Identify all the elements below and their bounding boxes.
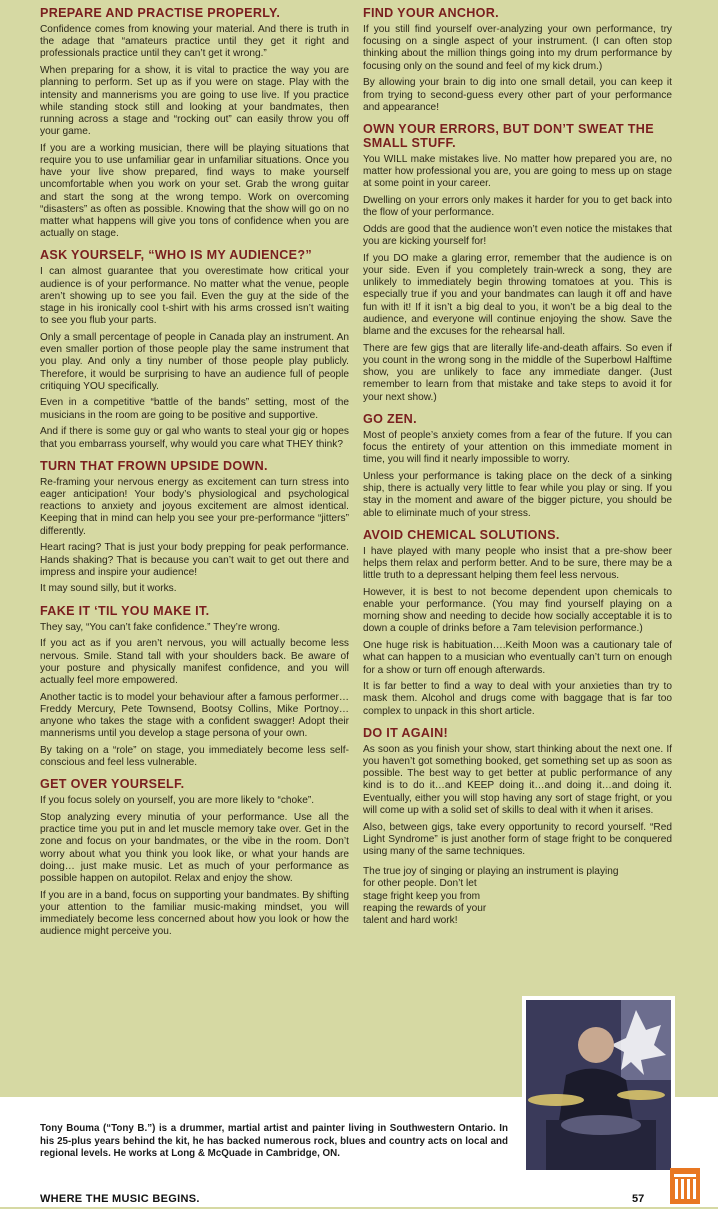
right-column [363, 6, 672, 927]
body-paragraph: When preparing for a show, it is vital to practice the way you are planning to perform. Set up as if you were on stage. Play with the intensity and mannerisms you are going to use live. If you practice while standing stock still and looking at your bandmates, then running across a stage and “rocking out” can easily throw you off your game. [40, 65, 349, 138]
body-paragraph: Heart racing? That is just your body prepping for peak performance. Hands shaking? That is because you can’t wait to get out there and impress and inspire your audience! [40, 542, 349, 578]
section-heading: FIND YOUR ANCHOR. [363, 6, 499, 20]
body-paragraph: Another tactic is to model your behaviour after a famous performer… Freddy Mercury, Pete Townsend, Bootsy Collins, Mike Portnoy… anyone who takes the stage with a confident swagger! Adopt their mannerisms until you develop a stage persona of your own. [40, 691, 349, 740]
body-paragraph: Stop analyzing every minutia of your performance. Use all the practice time you put in and let muscle memory take over. Get in the zone and focus on your bandmates, or the vibe in the room. Don’t worry about what you think you look like, or what your hands are doing… just make music. Let as much of your performance as possible happen on autopilot. Relax and enjoy the show. [40, 812, 349, 885]
section-heading: GET OVER YOURSELF. [40, 777, 185, 792]
body-paragraph: Re-framing your nervous energy as excitement can turn stress into eager anticipation! Your body’s physiological and psychological reactions to anxiety and joyous excitement are almost identical. Keeping that in mind can help you see your pre-performance “jitters” differently. [40, 476, 349, 537]
body-paragraph: Confidence comes from knowing your material. And there is truth in the adage that “amateurs practice until they get it right and professionals practice until they can’t get it wrong.” [40, 24, 349, 60]
section-heading: PREPARE AND PRACTISE PROPERLY. [40, 6, 281, 20]
body-paragraph: If you are a working musician, there will be playing situations that require you to use unfamiliar gear in unfamiliar situations. Once you have your live show prepared, find ways to make yourself uncomfortable when you work on your set. Grab the wrong guitar and start the song at the wrong tempo. Work on overcoming “disasters” as often as possible. Knowing that the show will go on no matter what happens will give you tons of confidence when you are actually on stage. [40, 142, 349, 240]
drummer-photo-art [526, 1000, 671, 1170]
article-section [40, 604, 349, 770]
body-paragraph: One huge risk is habituation….Keith Moon was a cautionary tale of what can happen to a musician who eventually can’t turn on enough for a show or turn off enough afterwards. [363, 640, 672, 676]
closing-line: stage fright keep you from [363, 890, 481, 902]
body-paragraph: I have played with many people who insist that a pre-show beer helps them relax and perform better. And to be sure, there may be a little truth to a depressant helping them feel less nervous. [363, 545, 672, 582]
body-paragraph: Odds are good that the audience won’t even notice the mistakes that you are kicking yourself for! [363, 223, 672, 248]
footer-tagline: WHERE THE MUSIC BEGINS. [40, 1193, 200, 1205]
body-paragraph: Also, between gigs, take every opportunity to record yourself. “Red Light Syndrome” is just another form of stage fright to be conquered using many of the same techniques. [363, 821, 672, 857]
body-paragraph: It is far better to find a way to deal with your anxieties than try to mask them. Alcohol and drugs come with baggage that is far too complex to unpack in this short article. [363, 681, 672, 717]
closing-line: for other people. Don’t let [363, 878, 477, 890]
section-heading: AVOID CHEMICAL SOLUTIONS. [363, 527, 560, 542]
article-section [363, 122, 672, 404]
body-paragraph: And if there is some guy or gal who wants to steal your gig or hopes that you embarrass yourself, why would you care what THEY think? [40, 426, 349, 450]
body-paragraph: If you still find yourself over-analyzing your own performance, try focusing on a single aspect of your instrument. (I can often stop thinking about the million things going into my drum performance by focusing only on the sound and feel of my kick drum.) [363, 24, 672, 72]
left-column [40, 6, 349, 947]
body-paragraph: If you are in a band, focus on supporting your bandmates. By shifting your attention to the familiar music-making mindset, you will immediately become less concerned about how you look or how the audience might perceive you. [40, 889, 349, 938]
article-section [363, 726, 672, 858]
section-heading: ASK YOURSELF, “WHO IS MY AUDIENCE?” [40, 248, 312, 263]
section-heading: FAKE IT ‘TIL YOU MAKE IT. [40, 603, 210, 618]
body-paragraph: It may sound silly, but it works. [40, 583, 177, 595]
logo-icon [670, 1168, 700, 1204]
body-paragraph: Most of people’s anxiety comes from a fear of the future. If you can focus the entirety of your attention on this immediate moment in time, you will find it nearly impossible to worry. [363, 429, 672, 466]
section-heading: DO IT AGAIN! [363, 725, 448, 740]
body-paragraph: By taking on a “role” on stage, you immediately become less self-conscious and feel less vulnerable. [40, 744, 349, 769]
drummer-photo [522, 996, 675, 1174]
article-section [40, 777, 349, 938]
article-section [40, 6, 349, 240]
body-paragraph: If you focus solely on yourself, you are more likely to “choke”. [40, 795, 315, 807]
body-paragraph: If you DO make a glaring error, remember that the audience is on your side. Even if you completely train-wreck a song, they are unlikely to immediately begin throwing tomatoes at you. This is especially true if you and your bandmates can laugh it off and have fun with it! If it isn’t a big deal to you, it won’t be a big deal to the audience, and everyone will continue enjoying the show. Save the blame and the excuses for the rehearsal hall. [363, 252, 672, 338]
closing-line: reaping the rewards of your [363, 902, 487, 914]
body-paragraph: Unless your performance is taking place on the deck of a sinking ship, there is actually very little to fear while you play or sing. If you stay in the moment and aware of the bigger picture, you should be able to eliminate much of your stress. [363, 470, 672, 519]
page-number: 57 [632, 1193, 645, 1205]
body-paragraph: Even in a competitive “battle of the bands” setting, most of the musicians in the room are going to be positive and supportive. [40, 397, 349, 421]
body-paragraph: If you act as if you aren’t nervous, you will actually become less nervous. Smile. Stand tall with your shoulders back. Be aware of your posture and physically manifest confidence, and you will actually feel more empowered. [40, 638, 349, 686]
body-paragraph: By allowing your brain to dig into one small detail, you can keep it from trying to second-guess every other part of your performance and appearance! [363, 77, 672, 113]
body-paragraph: They say, “You can’t fake confidence.” They’re wrong. [40, 621, 281, 633]
closing-line: The true joy of singing or playing an instrument is playing [363, 866, 619, 878]
body-paragraph: Only a small percentage of people in Canada play an instrument. An even smaller portion of those people play the same instrument that you play. And only a tiny number of those people play publicly. Therefore, it would be surprising to have an audience full of people critiquing YOU specifically. [40, 331, 349, 392]
article-section [40, 248, 349, 450]
body-paragraph: You WILL make mistakes live. No matter how prepared you are, no matter how professional you are, you are going to mess up on stage at some point in your career. [363, 153, 672, 190]
body-paragraph: Dwelling on your errors only makes it harder for you to get back into the flow of your performance. [363, 195, 672, 219]
body-paragraph: As soon as you finish your show, start thinking about the next one. If you haven’t got something booked, get something set up as soon as possible. The best way to get better at public performance of any kind is to do it…and KEEP doing it…and doing it…and doing it. Eventually, either you will stop having any sort of stage fright, or you will come up with a solid set of skills to deal with it when it arises. [363, 743, 672, 816]
author-bio: Tony Bouma (“Tony B.”) is a drummer, martial artist and painter living in Southwestern Ontario. In his 25-plus years behind the kit, he has backed numerous rock, blues and country acts on local and regional levels. He works at Long & McQuade in Cambridge, ON. [40, 1123, 508, 1160]
section-heading: GO ZEN. [363, 411, 417, 426]
body-paragraph: There are few gigs that are literally life-and-death affairs. So even if you count in the wrong song in the middle of the Superbowl Halftime show, you are unlikely to face any immediate danger. (Just remember to learn from that mistake and take steps to avoid it for your next show.) [363, 342, 672, 403]
article-section [363, 412, 672, 520]
article-section [363, 6, 672, 114]
body-paragraph: I can almost guarantee that you overestimate how critical your audience is of your performance. No matter what the venue, people aren’t showing up to see you fail. Even the guy at the side of the stage in his ironically cool t-shirt with his arms crossed isn’t waiting to see you flub your parts. [40, 266, 349, 327]
section-heading: TURN THAT FROWN UPSIDE DOWN. [40, 458, 268, 473]
closing-paragraph [363, 866, 672, 927]
article-section [363, 528, 672, 718]
closing-line: talent and hard work! [363, 914, 458, 926]
article-section [40, 459, 349, 596]
body-paragraph: However, it is best to not become dependent upon chemicals to enable your performance. (You may find yourself playing on a morning show and needing to decide how socially acceptable it is to down a couple of drinks before a 7am television performance.) [363, 586, 672, 635]
store-logo [670, 1168, 700, 1204]
section-heading: OWN YOUR ERRORS, BUT DON’T SWEAT THE SMALL STUFF. [363, 121, 654, 150]
